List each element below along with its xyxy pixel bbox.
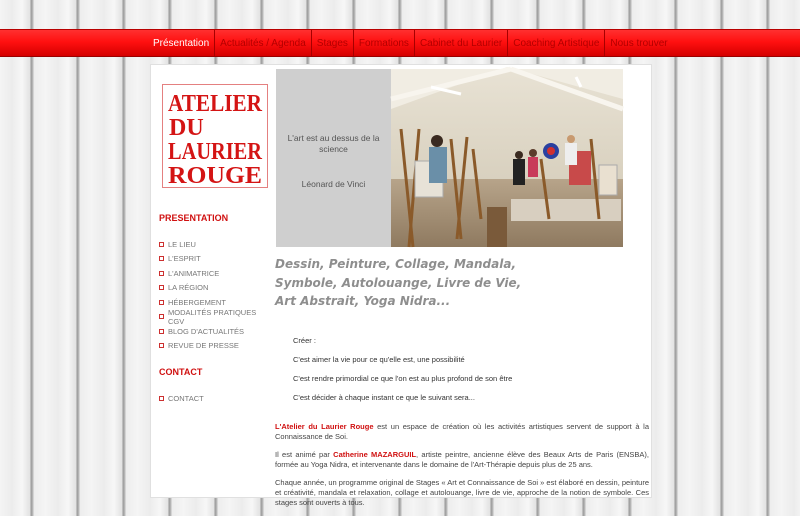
bullet-icon [159, 329, 164, 334]
sidebar-item-lieu[interactable]: LE LIEU [159, 237, 271, 252]
bullet-icon [159, 256, 164, 261]
nav-actualites[interactable]: Actualités / Agenda [215, 30, 312, 56]
tagline [275, 255, 649, 311]
bullet-icon [159, 343, 164, 348]
tagline-line: Art Abstrait, Yoga Nidra... [275, 294, 451, 308]
nav-formations[interactable]: Formations [354, 30, 415, 56]
bullet-icon [159, 396, 164, 401]
intro-paragraph: L'Atelier du Laurier Rouge est un espace de création où les activités artistiques servent de support à la Connaissance de Soi. [275, 421, 649, 441]
main-content [275, 255, 649, 516]
sidebar-item-hebergement[interactable]: HÉBERGEMENT [159, 295, 271, 310]
quote-author: Léonard de Vinci [301, 179, 366, 189]
site-logo[interactable] [162, 84, 268, 188]
top-navigation [0, 29, 800, 57]
bullet-icon [159, 271, 164, 276]
nav-coaching[interactable]: Coaching Artistique [508, 30, 605, 56]
nav-cabinet[interactable]: Cabinet du Laurier [415, 30, 508, 56]
animatrice-name[interactable]: Catherine MAZARGUIL [333, 449, 417, 459]
sidebar-item-region[interactable]: LA RÉGION [159, 281, 271, 296]
sidebar-item-revue[interactable]: REVUE DE PRESSE [159, 339, 271, 354]
sidebar-item-esprit[interactable]: L'ESPRIT [159, 252, 271, 267]
quote-text: L'art est au dessus de la science [287, 133, 380, 154]
sidebar [159, 213, 271, 406]
animatrice-paragraph: Il est animé par Catherine MAZARGUIL, artiste peintre, ancienne élève des Beaux Arts de Paris (ENSBA), formée au Yoga Nidra, et intervenante dans le domaine de l'Art-Thérapie depuis plus de 25 ans. [275, 449, 650, 469]
tagline-line: Dessin, Peinture, Collage, Mandala, [275, 257, 516, 271]
logo-line: ATELIER [168, 91, 263, 117]
body-text [275, 422, 649, 508]
poem-line: C'est rendre primordial ce que l'on est au plus profond de son être [293, 373, 513, 383]
quote-box [276, 69, 391, 247]
logo-line: ROUGE [168, 163, 262, 189]
sidebar-heading-presentation: PRESENTATION [159, 213, 229, 223]
poem [293, 336, 649, 402]
atelier-name: L'Atelier du Laurier Rouge [275, 421, 374, 431]
nav-presentation[interactable]: Présentation [150, 30, 215, 56]
sidebar-item-modalites[interactable]: MODALITÉS PRATIQUES CGV [159, 310, 271, 325]
programme-paragraph: Chaque année, un programme original de Stages « Art et Connaissance de Soi » est élaboré en dessin, peinture et créativité, mandala et relaxation, collage et autolouange, livre de vie, approche de la notion de symbole. Ces stages sont ouverts à tous. [275, 477, 649, 507]
tagline-line: Symbole, Autolouange, Livre de Vie, [275, 275, 522, 290]
nav-stages[interactable]: Stages [312, 30, 354, 56]
sidebar-item-animatrice[interactable]: L'ANIMATRICE [159, 266, 271, 281]
bullet-icon [159, 300, 164, 305]
sidebar-item-blog[interactable]: BLOG D'ACTUALITÉS [159, 324, 271, 339]
bullet-icon [159, 285, 164, 290]
poem-line: C'est décider à chaque instant ce que le suivant sera... [293, 392, 475, 402]
poem-line: Créer : [293, 335, 316, 345]
sidebar-heading-contact: CONTACT [159, 367, 203, 377]
sidebar-item-contact[interactable]: CONTACT [159, 391, 271, 406]
bullet-icon [159, 242, 164, 247]
logo-line: LAURIER [168, 139, 263, 165]
logo-line: DU [169, 115, 204, 141]
poem-line: C'est aimer la vie pour ce qu'elle est, une possibilité [293, 354, 465, 364]
nav-nous-trouver[interactable]: Nous trouver [610, 37, 668, 49]
content-panel [150, 64, 652, 507]
atelier-photo [391, 69, 623, 247]
bullet-icon [159, 314, 164, 319]
